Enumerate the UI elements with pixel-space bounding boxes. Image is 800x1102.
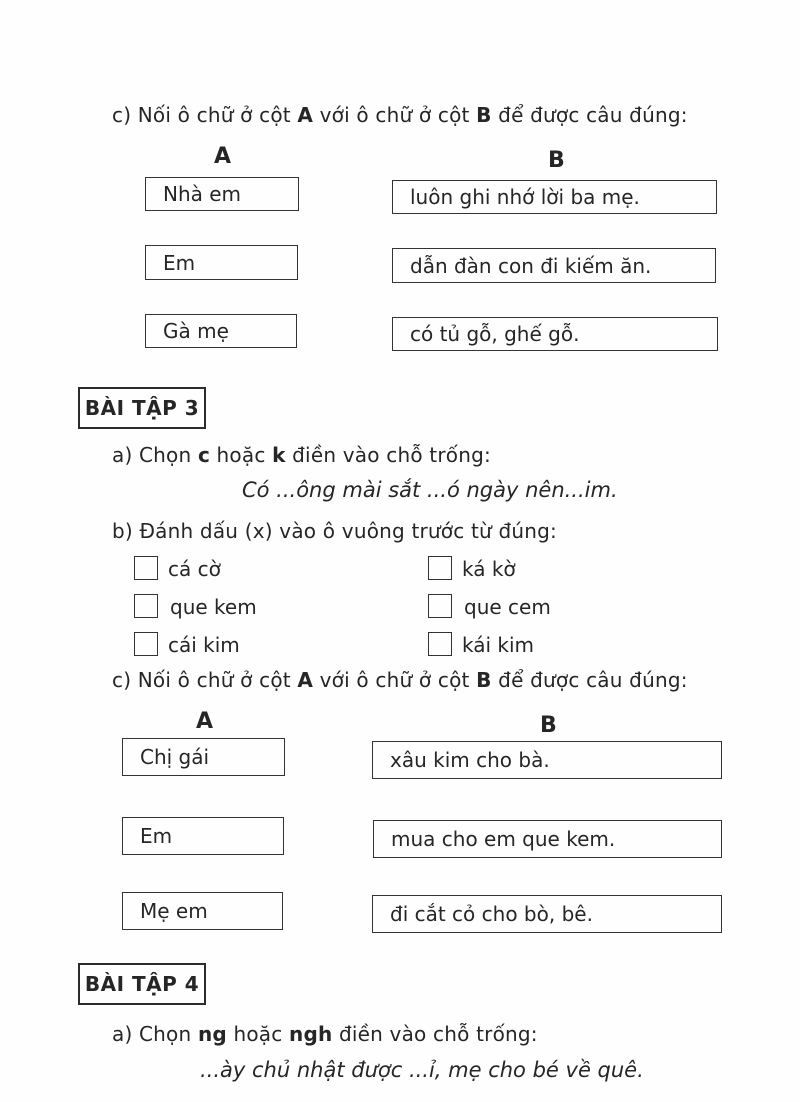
exercise-3-title: BÀI TẬP 3	[78, 387, 206, 429]
checkbox-ka-ko[interactable]	[428, 556, 452, 580]
column-b-header: B	[548, 148, 565, 173]
prompt-bold-ngh: ngh	[289, 1022, 333, 1046]
match-box-label: Chị gái	[140, 745, 210, 769]
checkbox-label: que kem	[170, 595, 257, 619]
column-b-header: B	[540, 713, 557, 738]
exercise-2c-prompt	[112, 103, 688, 127]
checkbox-que-kem[interactable]	[134, 594, 158, 618]
checkbox-cai-kim[interactable]	[134, 632, 158, 656]
exercise-4-title: BÀI TẬP 4	[78, 963, 206, 1005]
checkbox-que-cem[interactable]	[428, 594, 452, 618]
match-box-a-2[interactable]	[122, 817, 284, 855]
match-box-label: Em	[140, 824, 173, 848]
match-box-a-3[interactable]	[145, 314, 297, 348]
prompt-part: c) Nối ô chữ ở cột	[112, 103, 298, 127]
prompt-part: với ô chữ ở cột	[313, 103, 477, 127]
match-box-label: dẫn đàn con đi kiếm ăn.	[410, 253, 652, 278]
column-a-header: A	[214, 144, 232, 169]
exercise-3c-prompt	[112, 668, 688, 692]
prompt-part: c) Nối ô chữ ở cột	[112, 668, 298, 692]
match-box-b-1[interactable]	[372, 741, 722, 779]
match-box-label: xâu kim cho bà.	[390, 748, 550, 772]
prompt-bold-c: c	[197, 443, 210, 467]
prompt-part: để được câu đúng:	[491, 668, 688, 692]
checkbox-ca-co[interactable]	[134, 556, 158, 580]
checkbox-label: que cem	[464, 595, 551, 619]
match-box-label: Gà mẹ	[163, 319, 229, 343]
prompt-part: điền vào chỗ trống:	[285, 443, 491, 467]
exercise-3a-prompt	[112, 443, 491, 467]
match-box-b-2[interactable]	[392, 248, 716, 283]
checkbox-label: cá cờ	[168, 557, 221, 581]
match-box-b-3[interactable]	[392, 317, 718, 351]
checkbox-label: cái kim	[168, 633, 240, 657]
checkbox-label: kái kim	[462, 633, 535, 657]
prompt-part: để được câu đúng:	[491, 103, 688, 127]
match-box-b-1[interactable]	[392, 180, 717, 214]
prompt-part: a) Chọn	[112, 443, 198, 467]
prompt-bold-a: A	[297, 103, 314, 127]
prompt-part: hoặc	[226, 1022, 289, 1046]
prompt-part: điền vào chỗ trống:	[332, 1022, 538, 1046]
match-box-a-3[interactable]	[122, 892, 283, 930]
checkbox-kai-kim[interactable]	[428, 632, 452, 656]
prompt-part: với ô chữ ở cột	[313, 668, 477, 692]
match-box-label: luôn ghi nhớ lời ba mẹ.	[410, 185, 640, 209]
prompt-bold-ng: ng	[197, 1022, 227, 1046]
exercise-3b-prompt: b) Đánh dấu (x) vào ô vuông trước từ đúng:	[112, 519, 557, 543]
prompt-part: hoặc	[210, 443, 273, 467]
match-box-b-3[interactable]	[372, 895, 722, 933]
exercise-4a-sentence: ...ày chủ nhật được ...ỉ, mẹ cho bé về quê.	[200, 1058, 644, 1082]
match-box-b-2[interactable]	[373, 820, 722, 858]
exercise-3a-sentence: Có ...ông mài sắt ...ó ngày nên...im.	[242, 478, 618, 502]
prompt-bold-a: A	[297, 668, 314, 692]
exercise-4a-prompt	[112, 1022, 538, 1046]
match-box-a-1[interactable]	[145, 177, 299, 211]
prompt-bold-b: B	[476, 668, 492, 692]
column-a-header: A	[196, 709, 214, 734]
checkbox-label: ká kờ	[462, 557, 516, 581]
prompt-bold-b: B	[476, 103, 492, 127]
match-box-a-1[interactable]	[122, 738, 285, 776]
prompt-part: a) Chọn	[112, 1022, 198, 1046]
match-box-label: Em	[163, 250, 196, 275]
match-box-label: đi cắt cỏ cho bò, bê.	[390, 902, 593, 926]
match-box-label: Nhà em	[163, 182, 242, 206]
match-box-label: có tủ gỗ, ghế gỗ.	[410, 322, 580, 346]
prompt-bold-k: k	[272, 443, 286, 467]
match-box-a-2[interactable]	[145, 245, 298, 280]
match-box-label: mua cho em que kem.	[391, 827, 616, 851]
match-box-label: Mẹ em	[140, 899, 208, 923]
